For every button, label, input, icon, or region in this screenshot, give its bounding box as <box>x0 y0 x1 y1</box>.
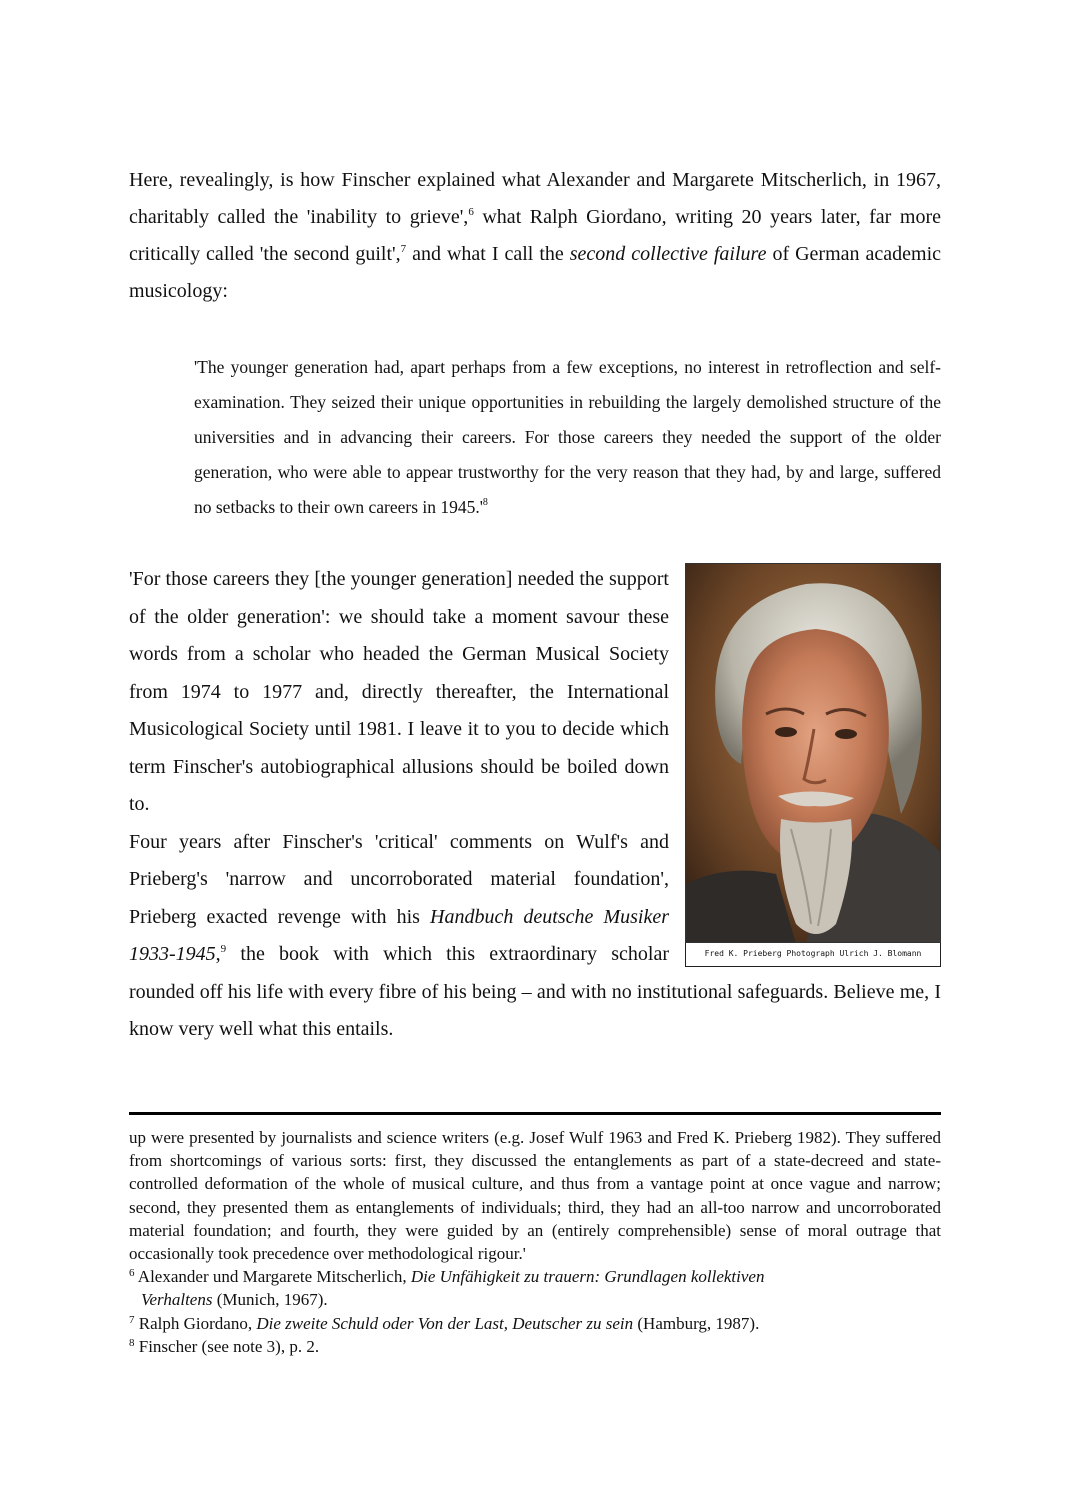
footnote-ref-7[interactable]: 7 <box>400 243 407 255</box>
intro-emphasis: second collective failure <box>569 243 767 265</box>
intro-text-4: of German academic musicology: <box>129 243 941 302</box>
portrait-figure <box>685 561 941 967</box>
quote-text: 'The younger generation had, apart perhaps from a few exceptions, no interest in retroflection and self-examination. They seized their unique opportunities in rebuilding the largely demolished structure of the universities and in advancing their careers. For those careers they needed the support of the older generation, who were able to appear trustworthy for the very reason that they had, by and large, suffered no setbacks to their own careers in 1945.' <box>194 357 941 517</box>
intro-text-3: and what I call the <box>406 243 570 265</box>
footnote-ref-8[interactable]: 8 <box>482 497 488 508</box>
body-p2-text-2: the book with which this extraordinary scholar rounded off his life with every fibre of his being – and with no institutional safeguards. Believe me, I know very well what this entails. <box>129 943 941 1040</box>
footnote-7 <box>129 1312 941 1335</box>
footnote-title: Die Unfähigkeit zu trauern: Grundlagen kollektiven <box>410 1267 765 1287</box>
footnote-continued: up were presented by journalists and science writers (e.g. Josef Wulf 1963 and Fred K. Prieberg 1982). They suffered from shortcomings of various sorts: first, they discussed the entanglements as part of a state-decreed and state-controlled deformation of the whole of musical culture, and thus from a vantage point at once vague and narrow; second, they presented them as entanglements of individuals; third, they had an all-too narrow and uncorroborated material foundation; and fourth, they were guided by an (entirely comprehensible) sense of moral outrage that occasionally took precedence over methodological rigour.' <box>129 1128 941 1264</box>
intro-text-2: what Ralph Giordano, writing 20 years later, far more critically called 'the second guilt', <box>129 206 941 265</box>
body-p2-comma: , <box>215 943 221 965</box>
footnote-separator <box>129 1112 941 1115</box>
footnote-text-end: (Hamburg, 1987). <box>633 1313 760 1333</box>
book-title: Handbuch deutsche Musiker 1933-1945 <box>129 905 669 965</box>
footnote-number: 8 <box>129 1336 135 1349</box>
portrait-caption: Fred K. Prieberg Photograph Ulrich J. Blomann <box>685 943 941 967</box>
footnotes <box>129 1126 941 1358</box>
footnote-number: 7 <box>129 1313 135 1326</box>
footnote-text: Finscher (see note 3), p. 2. <box>134 1336 320 1356</box>
block-quote <box>194 350 941 525</box>
intro-text-1: Here, revealingly, is how Finscher explained what Alexander and Margarete Mitscherlich, in 1967, charitably called the 'inability to grieve', <box>129 169 941 228</box>
body-paragraph-1: 'For those careers they [the younger generation] needed the support of the older generation': we should take a moment savour these words from a scholar who headed the German Musical Society from 1974 to 1977 and, directly thereafter, the International Musicological Society until 1981. I leave it to you to decide which term Finscher's autobiographical allusions should be boiled down to. <box>129 568 669 815</box>
footnote-6 <box>129 1265 941 1311</box>
footnote-continuation <box>129 1288 941 1311</box>
footnote-ref-9[interactable]: 9 <box>220 943 227 955</box>
footnote-text: Ralph Giordano, <box>134 1313 257 1333</box>
portrait-photo <box>685 563 941 943</box>
footnote-title-cont: Verhaltens <box>141 1290 213 1310</box>
footnote-text: Alexander und Margarete Mitscherlich, <box>134 1267 411 1287</box>
footnote-text-end: (Munich, 1967). <box>212 1290 328 1310</box>
footnote-title: Die zweite Schuld oder Von der Last, Deutscher zu sein <box>256 1313 634 1333</box>
footnote-ref-6[interactable]: 6 <box>468 206 474 218</box>
portrait-image <box>686 564 941 943</box>
footnote-8 <box>129 1335 941 1358</box>
body-section <box>129 561 941 1049</box>
footnote-number: 6 <box>129 1267 135 1280</box>
intro-paragraph <box>129 162 941 310</box>
body-p2-text-1: Four years after Finscher's 'critical' comments on Wulf's and Prieberg's 'narrow and uncorroborated material foundation', Prieberg exacted revenge with his <box>129 830 669 928</box>
